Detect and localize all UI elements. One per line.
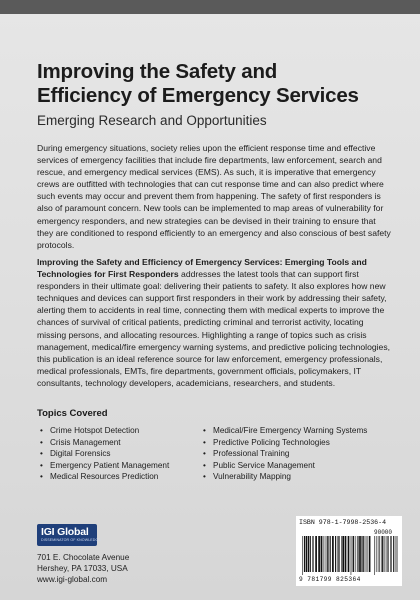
topic-label: Crime Hotspot Detection <box>50 426 140 435</box>
description-paragraph-2 <box>37 256 393 389</box>
barcode-bar <box>312 536 313 572</box>
barcode-bar <box>353 536 354 572</box>
barcode-bar <box>345 536 347 572</box>
barcode-bar <box>342 536 344 572</box>
publisher-logo-tagline: DISSEMINATOR OF KNOWLEDGE <box>41 538 101 542</box>
barcode-bar <box>332 536 334 572</box>
barcode-bar <box>379 536 380 572</box>
barcode-bar <box>321 536 323 572</box>
topic-label: Public Service Management <box>213 460 315 470</box>
description-bold-title: Improving the Safety and Efficiency of Emergency Services: Emerging Tools and Technologies for First Responders <box>37 257 367 280</box>
book-title <box>37 60 397 108</box>
publisher-logo <box>37 524 101 546</box>
barcode <box>296 516 402 586</box>
barcode-bar <box>352 536 353 572</box>
bullet-icon: • <box>40 426 43 435</box>
barcode-bar <box>356 536 357 572</box>
barcode-bar <box>328 536 329 572</box>
bullet-icon: • <box>203 449 206 459</box>
topic-label: Predictive Policing Technologies <box>213 437 330 447</box>
topic-item <box>40 460 200 472</box>
topic-label: Digital Forensics <box>50 449 111 459</box>
topic-label: Crisis Management <box>50 437 121 447</box>
topic-label: Medical Resources Prediction <box>50 472 159 482</box>
barcode-bar <box>388 536 389 572</box>
barcode-bar <box>369 536 371 572</box>
barcode-bar <box>335 536 336 572</box>
bullet-icon: • <box>40 449 43 459</box>
topic-label: Professional Training <box>213 449 290 459</box>
barcode-bar <box>304 536 305 572</box>
publisher-website: www.igi-global.com <box>37 575 108 584</box>
topic-item <box>203 437 393 449</box>
barcode-bar <box>361 536 362 572</box>
barcode-bar <box>376 536 377 572</box>
barcode-bar <box>382 536 383 572</box>
publisher-address-line2: Hershey, PA 17033, USA <box>37 564 128 573</box>
barcode-bar <box>378 536 379 572</box>
barcode-bar <box>366 536 367 572</box>
bullet-icon: • <box>203 437 206 447</box>
barcode-bar <box>381 536 382 572</box>
bullet-icon: • <box>40 460 43 470</box>
topic-label: Medical/Fire Emergency Warning Systems <box>213 426 368 435</box>
topic-item <box>203 460 393 472</box>
book-title-line1: Improving the Safety and <box>37 60 278 83</box>
barcode-bar <box>386 536 387 572</box>
bullet-icon: • <box>40 437 43 447</box>
barcode-bar <box>374 536 375 575</box>
barcode-bar <box>396 536 397 572</box>
bullet-icon: • <box>203 460 206 470</box>
barcode-bar <box>363 536 364 572</box>
barcode-bar <box>348 536 350 572</box>
topic-item <box>203 471 393 483</box>
barcode-bar <box>302 536 303 575</box>
barcode-bar <box>390 536 391 572</box>
book-title-line2: Efficiency of Emergency Services <box>37 84 359 107</box>
barcode-bar <box>327 536 328 572</box>
publisher-address-line1: 701 E. Chocolate Avenue <box>37 553 130 562</box>
topic-label: Emergency Patient Management <box>50 460 170 470</box>
description-paragraph-2-text: addresses the latest tools that can support first responders in their ultimate goal: delivering their patients to safety. It also explores how new techniques and devices can support first responders in their work by addressing their safety, alerting them to accidents in real time, connecting them with medical experts to improve the chances of survival of critical patients, predicting criminal and terrorist activity, locating missing persons, and allocating resources. Highlighting a range of topics such as crisis management, medical/fire emergency warning systems, and predictive policing technologies, this publication is an ideal reference source for law enforcement, emergency professionals, medical professionals, EMTs, fire departments, government officials, policymakers, IT consultants, technology developers, academicians, researchers, and students. <box>37 269 390 388</box>
topics-list-right <box>203 425 393 483</box>
barcode-bar <box>308 536 309 572</box>
barcode-bar <box>306 536 308 572</box>
top-band <box>0 0 420 14</box>
publisher-logo-text: IGI Global <box>41 526 89 538</box>
barcode-addon-bars <box>374 536 398 575</box>
barcode-bar <box>315 536 317 572</box>
bullet-icon: • <box>203 426 206 435</box>
barcode-bar <box>330 536 331 572</box>
bullet-icon: • <box>203 472 206 482</box>
topics-heading: Topics Covered <box>37 408 108 419</box>
barcode-bar <box>323 536 324 572</box>
topic-item <box>40 448 200 460</box>
barcode-bar <box>393 536 394 572</box>
barcode-bar <box>313 536 314 572</box>
barcode-bar <box>338 536 339 572</box>
barcode-bars <box>302 536 372 575</box>
barcode-bar <box>318 536 320 572</box>
barcode-bar <box>325 536 326 572</box>
isbn-label: ISBN 978-1-7998-2536-4 <box>299 519 387 526</box>
barcode-bar <box>341 536 342 572</box>
topic-item <box>40 471 200 483</box>
topic-label: Vulnerability Mapping <box>213 472 291 482</box>
topic-item <box>40 437 200 449</box>
topic-item <box>203 425 393 437</box>
topic-item <box>40 425 200 437</box>
topics-list-left <box>40 425 200 483</box>
barcode-bar <box>351 536 352 575</box>
barcode-bar <box>384 536 385 572</box>
barcode-bar <box>387 536 388 572</box>
description-paragraph-1: During emergency situations, society relies upon the efficient response time and effective services of emergency facilities that include fire departments, law enforcement, search and rescue, and emergency medical services (EMS). As such, it is imperative that emergency crews are outfitted with technologies that can cut response time and can also predict where such events may occur and prevent them from happening. The safety of first responders is also of paramount concern. New tools can be implemented to map areas of vulnerability for emergency responders, and new strategies can be devised in their training to ensure that they are conditioned to respond efficiently to an emergency and also conscious of best safety protocols. <box>37 143 391 250</box>
barcode-bar <box>397 536 398 572</box>
bullet-icon: • <box>40 472 43 482</box>
barcode-bar <box>359 536 361 572</box>
price-code: 90000 <box>374 529 393 536</box>
barcode-digits: 9 781799 825364 <box>299 576 361 583</box>
barcode-bar <box>391 536 392 572</box>
barcode-bar <box>367 536 368 572</box>
barcode-bar <box>339 536 340 572</box>
barcode-bar <box>310 536 311 572</box>
topic-item <box>203 448 393 460</box>
barcode-bar <box>357 536 358 572</box>
book-subtitle: Emerging Research and Opportunities <box>37 113 267 128</box>
